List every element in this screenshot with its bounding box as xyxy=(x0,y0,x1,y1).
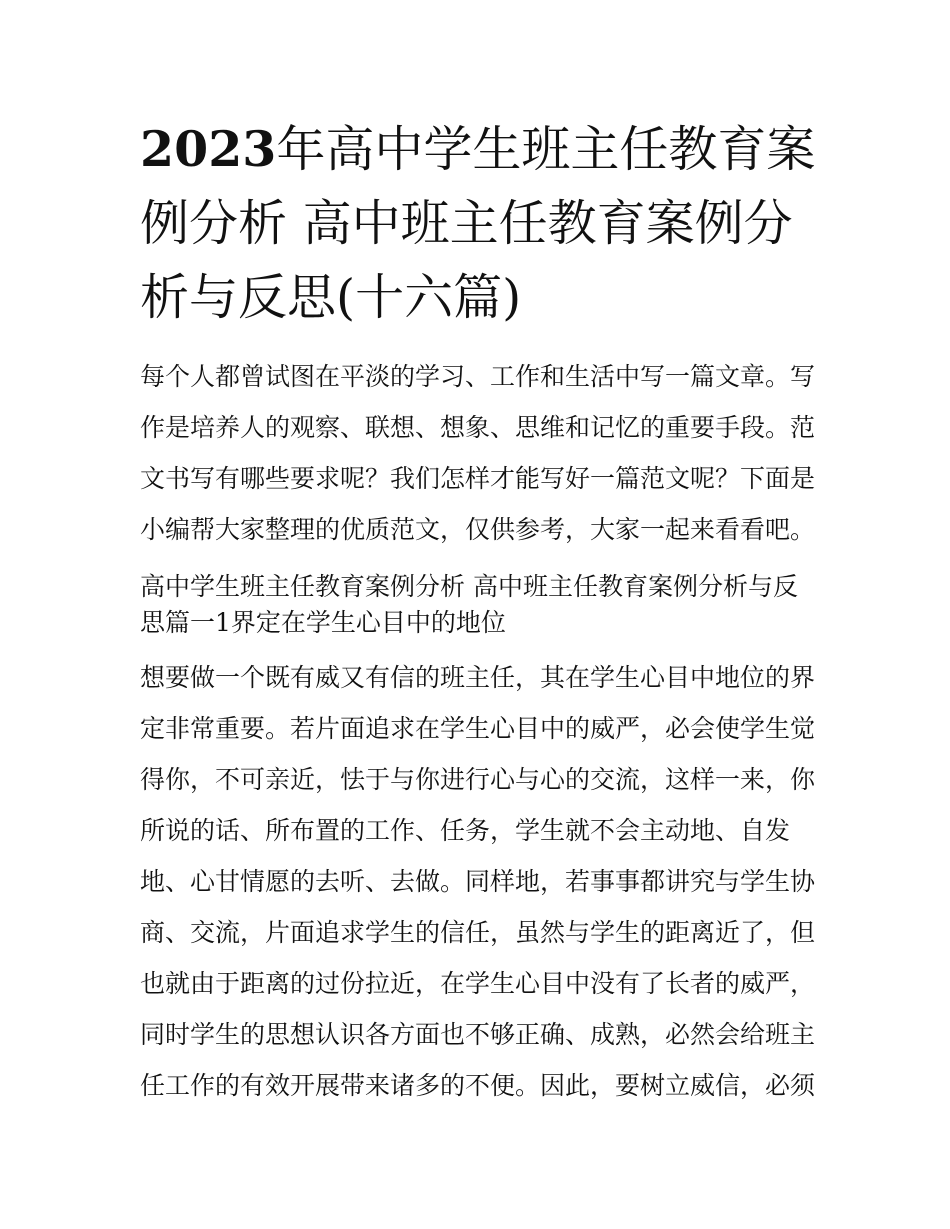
section-heading xyxy=(140,571,812,638)
title-line-1-rest: 年高中学生班主任教育案 xyxy=(276,121,816,178)
body-line: 定非常重要。若片面追求在学生心目中的威严，必会使学生觉 xyxy=(140,714,816,743)
document-page xyxy=(140,112,816,1111)
title-line-2: 例分析 高中班主任教育案例分 xyxy=(140,195,793,252)
title-year: 2023 xyxy=(140,120,277,178)
section-heading-line: 高中学生班主任教育案例分析 高中班主任教育案例分析与反 xyxy=(140,572,798,601)
intro-line: 文书写有哪些要求呢？我们怎样才能写好一篇范文呢？下面是 xyxy=(140,464,816,493)
body-line: 任工作的有效开展带来诸多的不便。因此，要树立威信，必须 xyxy=(140,1071,816,1100)
body-line: 所说的话、所布置的工作、任务，学生就不会主动地、自发 xyxy=(140,816,791,845)
body-line: 商、交流，片面追求学生的信任，虽然与学生的距离近了，但 xyxy=(140,918,816,947)
body-line: 同时学生的思想认识各方面也不够正确、成熟，必然会给班主 xyxy=(140,1020,816,1049)
document-title xyxy=(140,112,816,335)
intro-line: 小编帮大家整理的优质范文，仅供参考，大家一起来看看吧。 xyxy=(140,515,816,544)
body-line: 地、心甘情愿的去听、去做。同样地，若事事都讲究与学生协 xyxy=(140,867,816,896)
intro-paragraph xyxy=(140,351,816,555)
intro-line: 作是培养人的观察、联想、想象、思维和记忆的重要手段。范 xyxy=(140,413,816,442)
body-line: 想要做一个既有威又有信的班主任，其在学生心目中地位的界 xyxy=(140,663,816,692)
title-line-3: 析与反思(十六篇) xyxy=(140,269,522,326)
body-line: 得你，不可亲近，怯于与你进行心与心的交流，这样一来，你 xyxy=(140,765,816,794)
body-line: 也就由于距离的过份拉近，在学生心目中没有了长者的威严， xyxy=(140,969,816,998)
intro-line: 每个人都曾试图在平淡的学习、工作和生活中写一篇文章。写 xyxy=(140,362,816,391)
body-paragraph xyxy=(140,652,816,1111)
title-line-1 xyxy=(140,112,816,187)
section-heading-line: 思篇一1界定在学生心目中的地位 xyxy=(140,608,506,637)
